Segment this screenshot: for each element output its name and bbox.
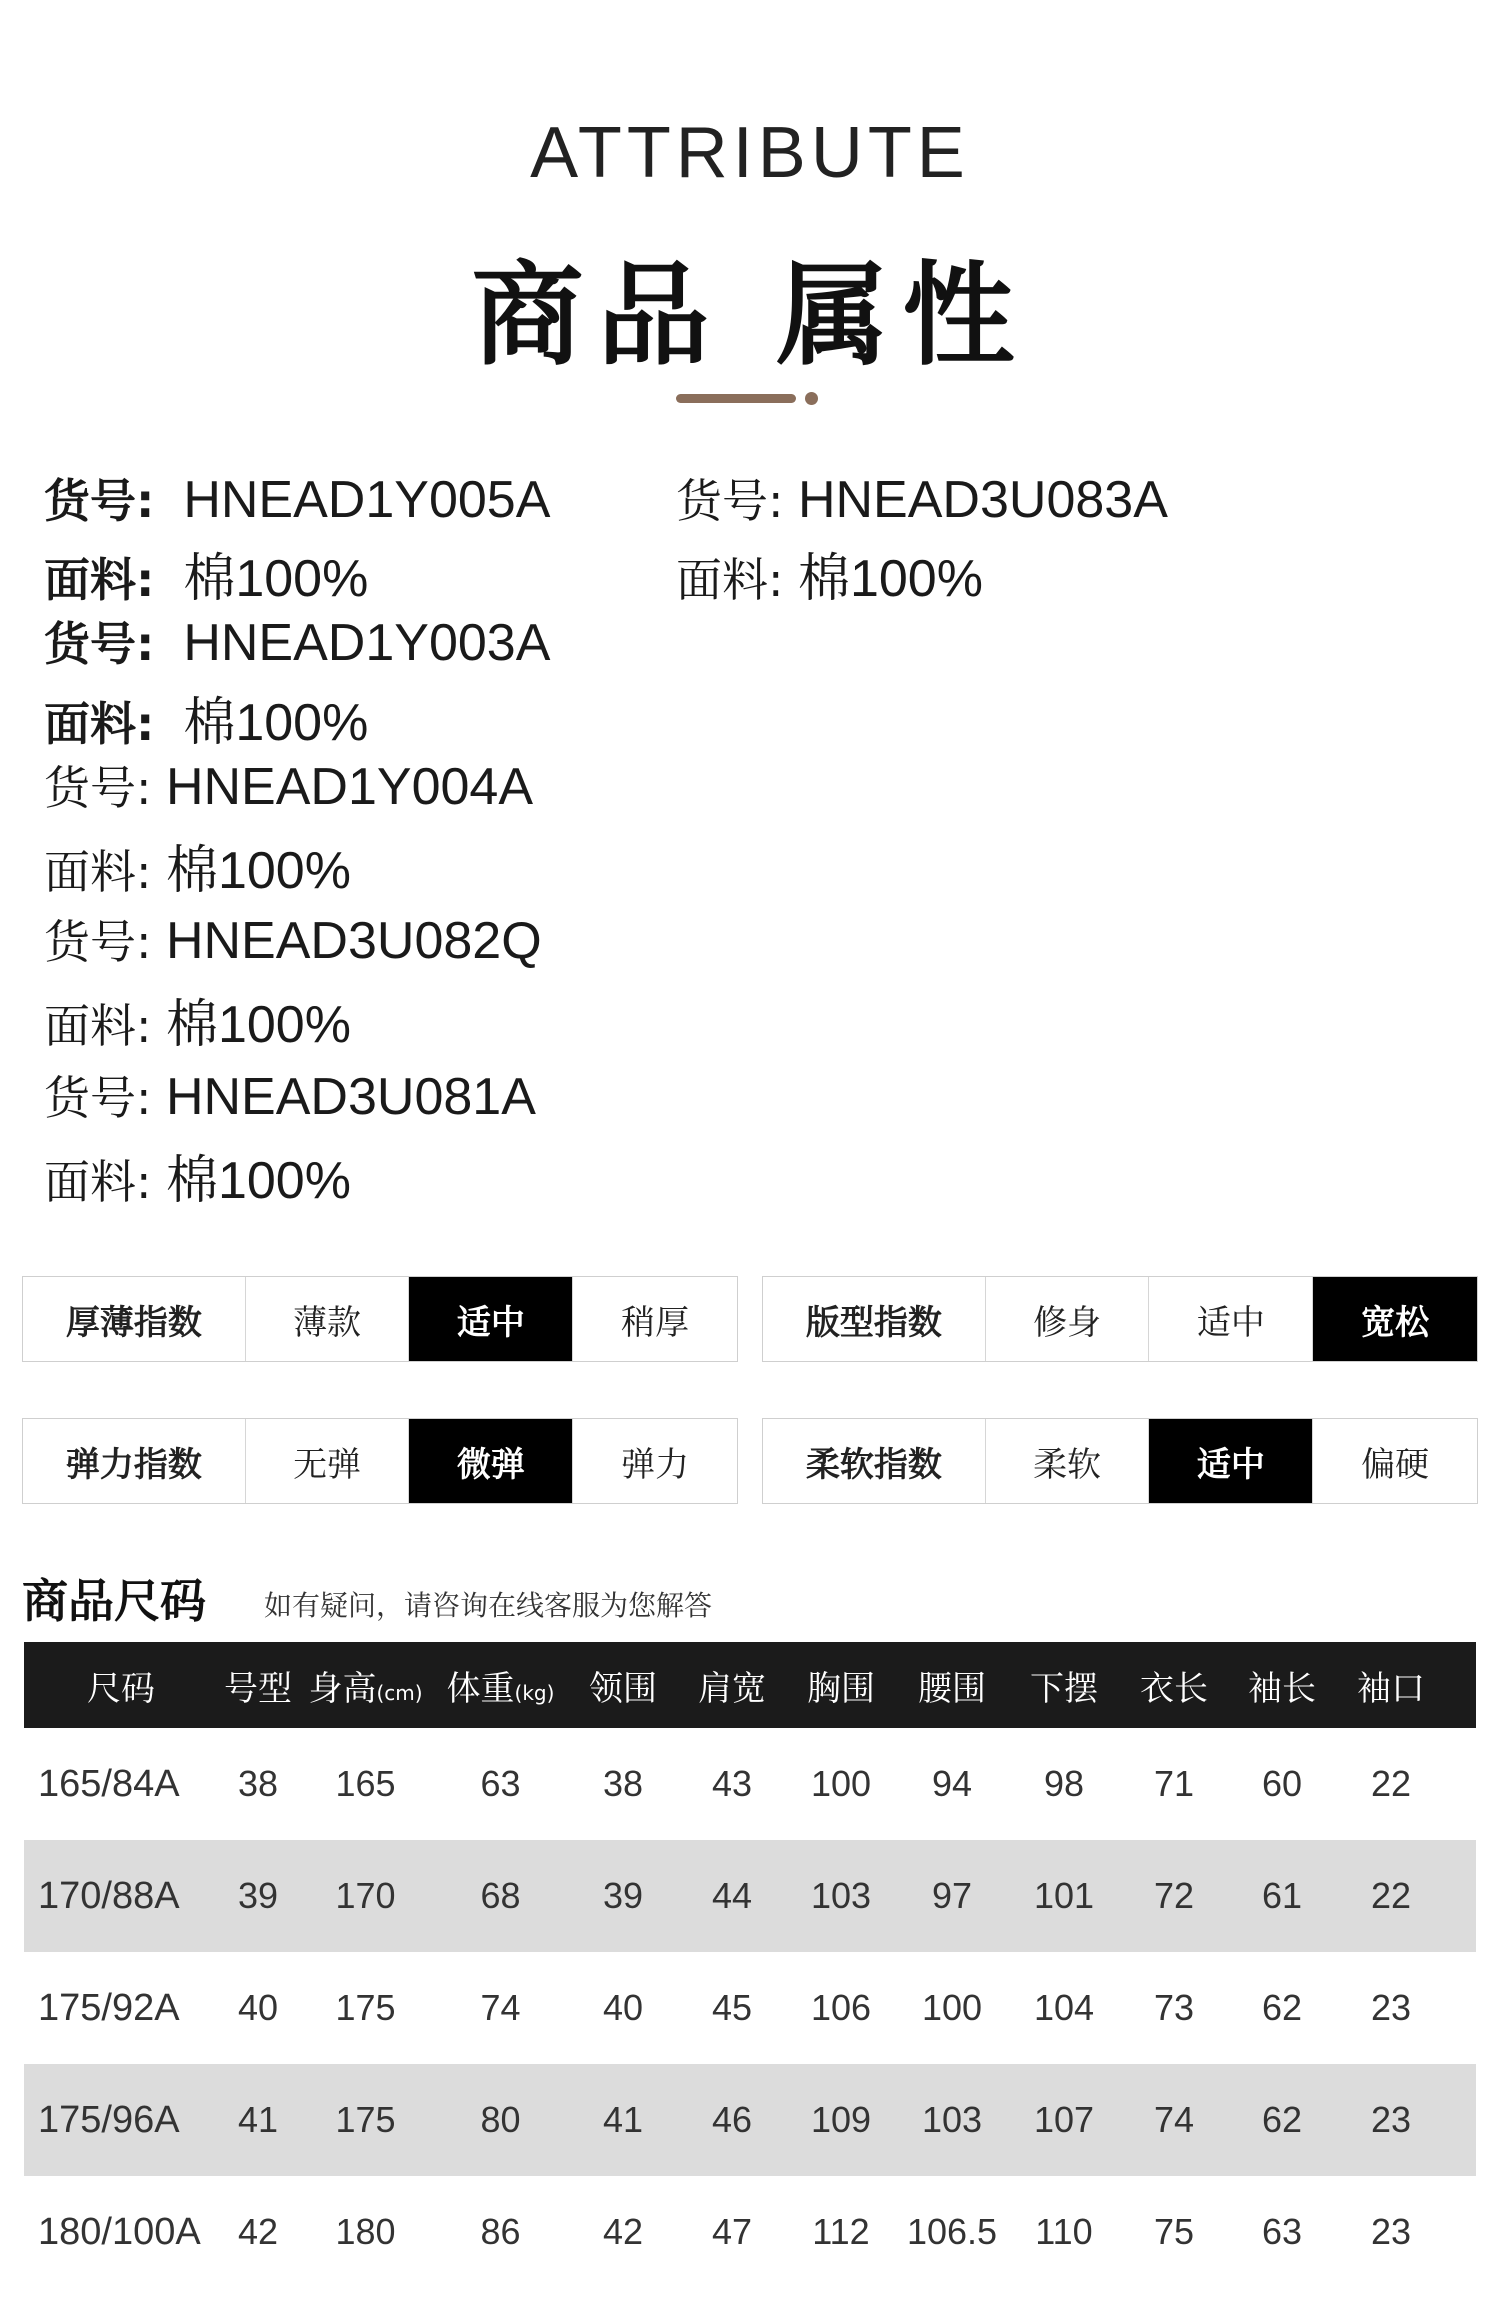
table-cell: 175: [335, 1987, 396, 2028]
elasticity-index: [22, 1418, 738, 1504]
table-cell: 40: [602, 1987, 644, 2028]
header-cell: 体重(kg): [446, 1668, 555, 1709]
size-cell: 165/84A: [38, 1762, 180, 1805]
title-divider-dot: [805, 392, 818, 405]
fabric-label: 面料:: [44, 553, 155, 607]
table-cell: 97: [931, 1875, 973, 1916]
sku-line: [44, 608, 550, 674]
table-cell: 39: [237, 1875, 279, 1916]
sku-label: 货号:: [44, 1071, 152, 1125]
index-option-selected: 适中: [1149, 1419, 1313, 1503]
fabric-line: [44, 1138, 351, 1213]
table-cell: 110: [1035, 2211, 1093, 2252]
header-cell: 胸围: [807, 1668, 875, 1709]
index-option-selected: 宽松: [1313, 1277, 1477, 1361]
fabric-label: 面料:: [44, 1155, 152, 1209]
header-cell: 衣长: [1140, 1668, 1208, 1709]
table-cell: 80: [480, 2099, 521, 2140]
table-cell: 94: [931, 1763, 973, 1804]
index-option: 薄款: [246, 1277, 410, 1361]
sku-line: [676, 465, 1168, 531]
table-cell: 100: [921, 1987, 983, 2028]
table-cell: 101: [1033, 1875, 1095, 1916]
sku-line: [44, 752, 533, 818]
table-cell: 107: [1033, 2099, 1095, 2140]
table-cell: 103: [921, 2099, 983, 2140]
table-row: [24, 2064, 1476, 2176]
index-option: 柔软: [986, 1419, 1150, 1503]
sku-line: [44, 1062, 536, 1128]
index-option: 适中: [1149, 1277, 1313, 1361]
table-cell: 180: [335, 2211, 396, 2252]
size-table-header: [24, 1642, 1476, 1728]
table-cell: 22: [1370, 1875, 1412, 1916]
table-cell: 106.5: [906, 2211, 998, 2252]
sku-value: HNEAD1Y003A: [183, 614, 551, 672]
size-section-note: 如有疑问，请咨询在线客服为您解答: [264, 1589, 713, 1622]
sku-label: 货号:: [676, 474, 784, 528]
fabric-value: 棉100%: [165, 1152, 351, 1210]
size-cell: 175/96A: [38, 2098, 180, 2141]
title-chinese: 商品 属性: [471, 251, 1029, 381]
table-cell: 60: [1261, 1763, 1303, 1804]
table-row: [24, 2176, 1476, 2288]
table-row: [24, 1728, 1476, 1840]
fabric-line: [44, 536, 368, 611]
table-cell: 44: [711, 1875, 753, 1916]
table-cell: 74: [1153, 2099, 1195, 2140]
table-cell: 104: [1033, 1987, 1095, 2028]
table-cell: 38: [237, 1763, 279, 1804]
index-label: 弹力指数: [23, 1419, 246, 1503]
fabric-label: 面料:: [44, 999, 152, 1053]
index-option: 弹力: [621, 1444, 690, 1485]
table-cell: 106: [810, 1987, 872, 2028]
title-english: ATTRIBUTE: [530, 113, 970, 193]
header-cell: 袖口: [1357, 1668, 1425, 1709]
sku-value: HNEAD3U081A: [165, 1068, 536, 1126]
table-cell: 72: [1153, 1875, 1195, 1916]
table-cell: 41: [237, 2099, 279, 2140]
header-cell: 下摆: [1030, 1668, 1098, 1709]
sku-label: 货号:: [44, 915, 152, 969]
index-option-selected: 适中: [409, 1277, 573, 1361]
title-divider-bar: [676, 394, 796, 403]
index-option: 修身: [986, 1277, 1150, 1361]
fabric-line: [44, 680, 368, 755]
table-cell: 47: [711, 2211, 753, 2252]
table-cell: 165: [335, 1763, 396, 1804]
fabric-line: [44, 982, 351, 1057]
table-cell: 175: [335, 2099, 396, 2140]
fabric-value: 棉100%: [165, 842, 351, 900]
table-cell: 103: [810, 1875, 872, 1916]
fit-index: [762, 1276, 1478, 1362]
table-cell: 42: [602, 2211, 644, 2252]
table-cell: 38: [602, 1763, 644, 1804]
table-cell: 23: [1370, 2211, 1412, 2252]
sku-value: HNEAD1Y004A: [165, 758, 534, 816]
fabric-label: 面料:: [44, 697, 155, 751]
fabric-value: 棉100%: [183, 550, 369, 608]
table-cell: 170: [335, 1875, 396, 1916]
softness-index: [762, 1418, 1478, 1504]
size-cell: 170/88A: [38, 1874, 180, 1917]
header-cell: 肩宽: [698, 1668, 766, 1709]
header-cell: 号型: [224, 1668, 292, 1709]
table-cell: 62: [1261, 2099, 1303, 2140]
sku-label: 货号:: [44, 617, 155, 671]
table-cell: 63: [480, 1763, 521, 1804]
table-cell: 71: [1153, 1763, 1195, 1804]
table-cell: 100: [810, 1763, 872, 1804]
table-cell: 23: [1370, 2099, 1412, 2140]
table-cell: 62: [1261, 1987, 1303, 2028]
fabric-value: 棉100%: [183, 694, 369, 752]
size-cell: 175/92A: [38, 1986, 180, 2029]
table-cell: 112: [812, 2211, 870, 2252]
size-section-title: 商品尺码: [22, 1574, 206, 1628]
fabric-label: 面料:: [44, 845, 152, 899]
thickness-index: [22, 1276, 738, 1362]
sku-label: 货号:: [44, 474, 155, 528]
index-option: 无弹: [246, 1419, 410, 1503]
table-row: [24, 1840, 1476, 1952]
table-cell: 39: [602, 1875, 644, 1916]
index-option-selected: 微弹: [409, 1419, 573, 1503]
fabric-value: 棉100%: [797, 550, 983, 608]
table-cell: 42: [237, 2211, 279, 2252]
table-cell: 61: [1261, 1875, 1303, 1916]
fabric-line: [676, 536, 983, 611]
size-cell: 180/100A: [38, 2210, 201, 2253]
header-cell: 尺码: [87, 1668, 155, 1709]
sku-value: HNEAD3U083A: [797, 471, 1168, 529]
table-cell: 86: [480, 2211, 521, 2252]
table-cell: 74: [480, 1987, 521, 2028]
size-table: [24, 1642, 1476, 2288]
fabric-value: 棉100%: [165, 996, 351, 1054]
table-cell: 68: [480, 1875, 521, 1916]
sku-value: HNEAD3U082Q: [165, 912, 542, 970]
table-cell: 23: [1370, 1987, 1412, 2028]
index-label: 厚薄指数: [23, 1277, 246, 1361]
table-cell: 75: [1153, 2211, 1195, 2252]
table-cell: 109: [810, 2099, 872, 2140]
table-cell: 73: [1153, 1987, 1195, 2028]
sku-line: [44, 465, 550, 531]
sku-label: 货号:: [44, 761, 152, 815]
fabric-label: 面料:: [676, 553, 784, 607]
table-cell: 45: [711, 1987, 753, 2028]
index-label: 版型指数: [763, 1277, 986, 1361]
header-cell: 领围: [589, 1668, 657, 1709]
header-cell: 腰围: [918, 1668, 986, 1709]
table-cell: 40: [237, 1987, 279, 2028]
table-cell: 98: [1043, 1763, 1085, 1804]
index-label: 柔软指数: [763, 1419, 986, 1503]
table-cell: 46: [711, 2099, 753, 2140]
index-option: 稍厚: [621, 1302, 690, 1343]
header-cell: 身高(cm): [308, 1668, 423, 1709]
index-option: 偏硬: [1361, 1444, 1430, 1485]
fabric-line: [44, 828, 351, 903]
header-cell: 袖长: [1248, 1668, 1316, 1709]
table-cell: 43: [711, 1763, 753, 1804]
table-cell: 22: [1370, 1763, 1412, 1804]
table-row: [24, 1952, 1476, 2064]
table-cell: 41: [602, 2099, 644, 2140]
sku-value: HNEAD1Y005A: [183, 471, 551, 529]
sku-line: [44, 906, 542, 972]
table-cell: 63: [1261, 2211, 1303, 2252]
